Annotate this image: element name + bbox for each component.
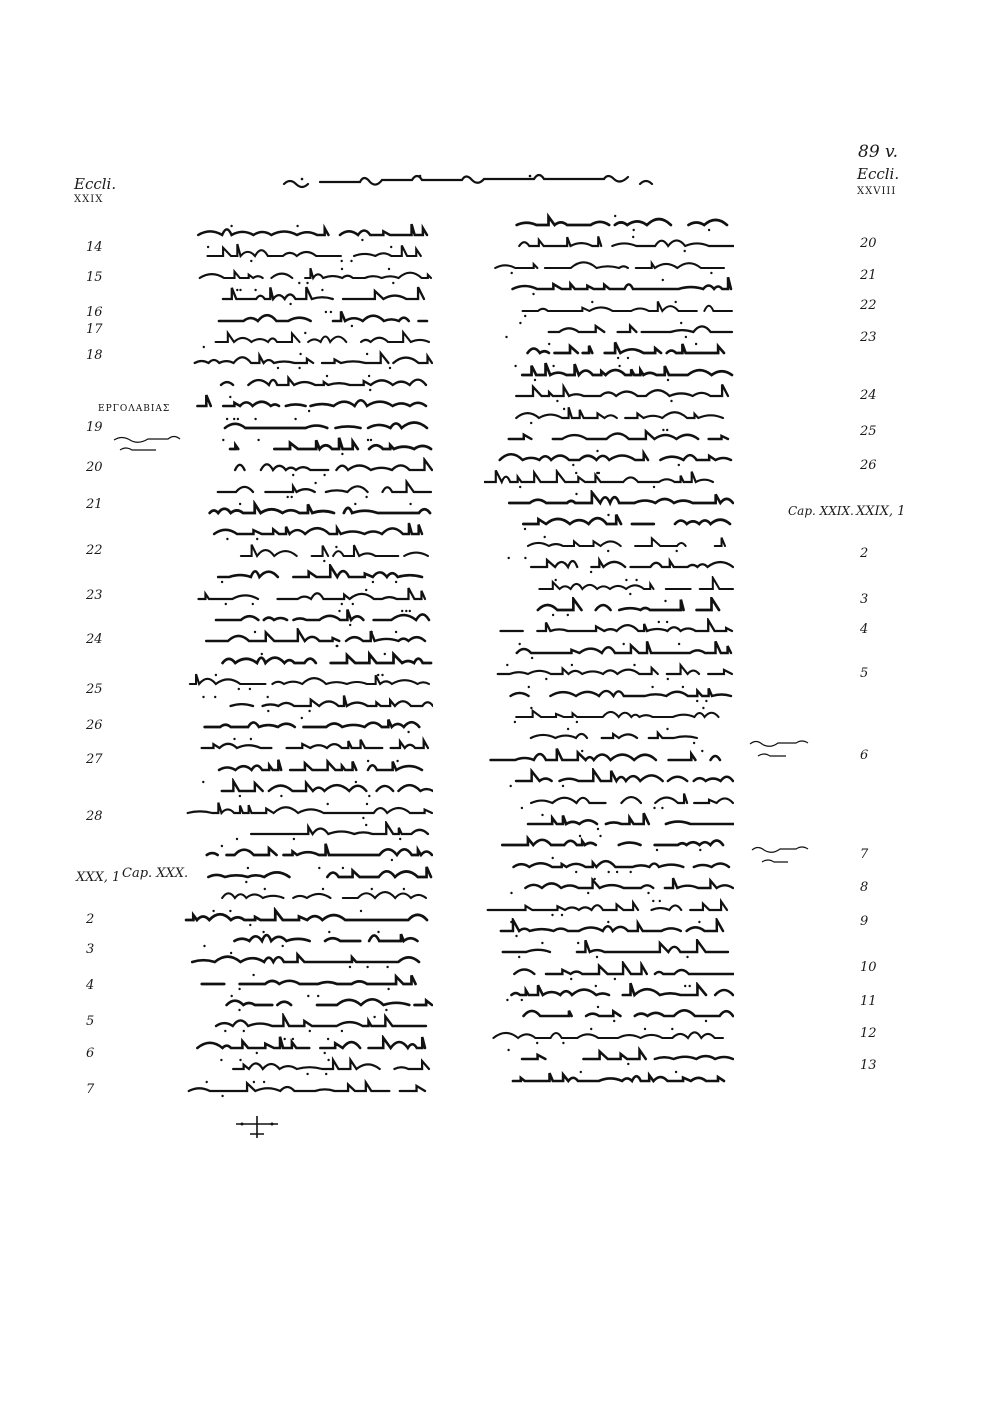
syriac-script-line (183, 928, 433, 949)
left-chapter-mark: Cap. XXX. (122, 866, 189, 881)
verse-number-right: 20 (860, 236, 877, 251)
syriac-script-line (183, 286, 433, 307)
verse-number-left: 23 (86, 588, 103, 603)
syriac-script-line (183, 393, 433, 414)
syriac-script-line (183, 693, 433, 714)
syriac-script-line (484, 961, 734, 982)
verse-number-right: 6 (860, 748, 869, 763)
syriac-script-line (183, 671, 433, 692)
verse-number-left: 21 (86, 497, 103, 512)
text-column-left (183, 222, 433, 1099)
syriac-script-line (183, 436, 433, 457)
syriac-script-line (484, 704, 734, 725)
syriac-script-line (183, 543, 433, 564)
text-column-right (484, 212, 734, 1089)
verse-number-right: 10 (860, 960, 877, 975)
syriac-script-line (484, 276, 734, 297)
syriac-script-line (183, 372, 433, 393)
syriac-script-line (484, 233, 734, 254)
syriac-script-line (484, 362, 734, 383)
verse-number-right: 11 (860, 994, 877, 1009)
syriac-script-line (484, 618, 734, 639)
syriac-script-line (183, 521, 433, 542)
syriac-script-line (484, 298, 734, 319)
syriac-margin-gloss-left (112, 432, 192, 456)
verse-number-right: 7 (860, 847, 869, 862)
verse-number-left: 19 (86, 420, 103, 435)
verse-number-left: 15 (86, 270, 103, 285)
syriac-margin-gloss-right-2 (750, 842, 816, 868)
verse-number-right: 2 (860, 546, 869, 561)
syriac-script-line (183, 1056, 433, 1077)
verse-number-left: 28 (86, 809, 103, 824)
greek-margin-note: ΕΡΓΟΛΑΒΙΑΣ (98, 404, 171, 414)
running-head-right-chapter: XXVIII (857, 186, 897, 197)
verse-number-right: XXIX, 1 (856, 504, 906, 519)
running-head-left (74, 176, 116, 208)
verse-number-left: 3 (86, 942, 95, 957)
syriac-script-line (183, 971, 433, 992)
syriac-script-line (183, 1035, 433, 1056)
syriac-margin-gloss-right-1 (748, 736, 818, 762)
verse-number-right: 4 (860, 622, 869, 637)
verse-number-right: 24 (860, 388, 877, 403)
syriac-script-line (183, 821, 433, 842)
running-head-left-book: Eccli. (74, 175, 117, 193)
verse-number-right: 5 (860, 666, 869, 681)
syriac-script-line (183, 885, 433, 906)
syriac-script-line (484, 982, 734, 1003)
syriac-script-line (183, 714, 433, 735)
syriac-script-line (183, 457, 433, 478)
verse-number-right: 21 (860, 268, 877, 283)
syriac-script-line (484, 661, 734, 682)
verse-number-left: 2 (86, 912, 95, 927)
syriac-script-line (183, 308, 433, 329)
syriac-script-line (484, 811, 734, 832)
syriac-script-line (183, 735, 433, 756)
syriac-script-line (183, 800, 433, 821)
verse-number-left: 25 (86, 682, 103, 697)
syriac-script-line (484, 255, 734, 276)
verse-number-left: 27 (86, 752, 103, 767)
syriac-heading (280, 170, 660, 192)
verse-number-right: 25 (860, 424, 877, 439)
verse-number-right: 23 (860, 330, 877, 345)
syriac-script-line (484, 1068, 734, 1089)
syriac-script-line (183, 1013, 433, 1034)
running-head-right (857, 166, 899, 200)
syriac-script-line (183, 265, 433, 286)
syriac-script-line (183, 222, 433, 243)
syriac-script-line (484, 533, 734, 554)
verse-number-right: 9 (860, 914, 869, 929)
syriac-script-line (484, 683, 734, 704)
syriac-script-line (484, 790, 734, 811)
syriac-script-line (484, 1003, 734, 1024)
syriac-script-line (484, 597, 734, 618)
verse-number-left: 14 (86, 240, 103, 255)
syriac-script-line (484, 469, 734, 490)
syriac-script-line (183, 757, 433, 778)
syriac-script-line (183, 1078, 433, 1099)
verse-number-right: 22 (860, 298, 877, 313)
syriac-script-line (183, 864, 433, 885)
verse-number-right: 26 (860, 458, 877, 473)
verse-number-left: 5 (86, 1014, 95, 1029)
syriac-script-line (183, 607, 433, 628)
syriac-script-line (484, 832, 734, 853)
syriac-script-line (484, 576, 734, 597)
syriac-script-line (183, 243, 433, 264)
syriac-script-line (484, 490, 734, 511)
verse-number-left: 22 (86, 543, 103, 558)
syriac-script-line (484, 1025, 734, 1046)
syriac-script-line (484, 319, 734, 340)
syriac-script-line (484, 747, 734, 768)
syriac-script-line (183, 992, 433, 1013)
verse-number-right: 13 (860, 1058, 877, 1073)
syriac-script-line (484, 340, 734, 361)
verse-number-left: 24 (86, 632, 103, 647)
syriac-script-line (484, 554, 734, 575)
syriac-script-line (484, 511, 734, 532)
syriac-script-line (484, 1046, 734, 1067)
verse-number-left: 16 (86, 305, 103, 320)
verse-number-left: XXX, 1 (76, 870, 121, 885)
verse-number-left: 6 (86, 1046, 95, 1061)
verse-number-left: 17 (86, 322, 103, 337)
running-head-left-chapter: XXIX (74, 194, 104, 205)
syriac-script-line (183, 907, 433, 928)
verse-number-right: 12 (860, 1026, 877, 1041)
syriac-script-line (484, 897, 734, 918)
syriac-script-line (484, 875, 734, 896)
syriac-script-line (484, 918, 734, 939)
verse-number-left: 20 (86, 460, 103, 475)
syriac-script-line (183, 329, 433, 350)
running-head-right-book: Eccli. (857, 165, 900, 183)
syriac-script-line (183, 778, 433, 799)
syriac-script-line (484, 768, 734, 789)
verse-number-left: 7 (86, 1082, 95, 1097)
syriac-script-line (183, 586, 433, 607)
syriac-script-line (183, 500, 433, 521)
syriac-script-line (183, 628, 433, 649)
syriac-script-line (183, 350, 433, 371)
syriac-script-line (183, 415, 433, 436)
syriac-script-line (484, 640, 734, 661)
syriac-script-line (183, 949, 433, 970)
syriac-script-line (183, 479, 433, 500)
syriac-script-line (484, 405, 734, 426)
syriac-script-line (484, 383, 734, 404)
syriac-script-line (484, 447, 734, 468)
syriac-script-line (484, 939, 734, 960)
right-chapter-mark: Cap. XXIX. (788, 504, 854, 518)
syriac-script-line (183, 842, 433, 863)
folio-number: 89 v. (858, 142, 899, 162)
syriac-script-line (484, 854, 734, 875)
verse-number-left: 26 (86, 718, 103, 733)
verse-number-right: 3 (860, 592, 869, 607)
verse-number-left: 4 (86, 978, 95, 993)
syriac-script-line (484, 725, 734, 746)
verse-number-right: 8 (860, 880, 869, 895)
syriac-script-line (484, 212, 734, 233)
syriac-script-line (484, 426, 734, 447)
verse-number-left: 18 (86, 348, 103, 363)
end-ornament (232, 1112, 282, 1142)
syriac-script-line (183, 650, 433, 671)
syriac-script-line (183, 564, 433, 585)
